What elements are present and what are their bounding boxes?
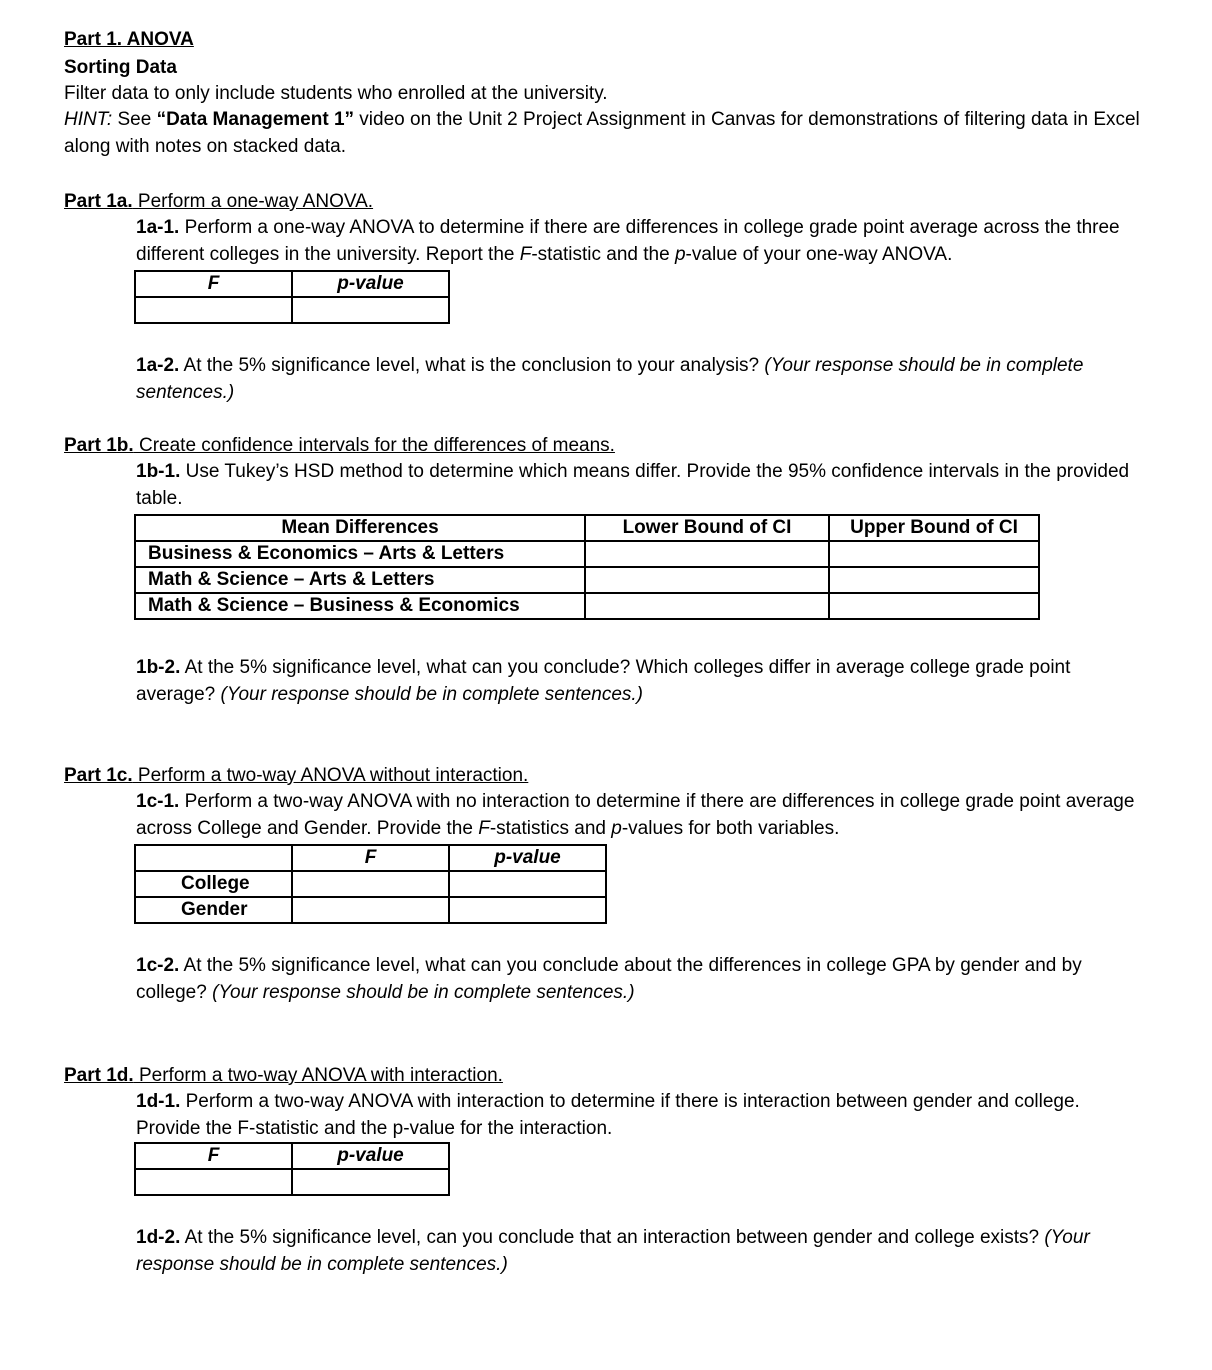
q1c1-f: F xyxy=(478,818,490,839)
table-1c-header-f: F xyxy=(292,845,449,871)
q1b2-italic: (Your response should be in complete sentences.) xyxy=(220,684,643,705)
q1a1-text-c: -value of your one-way ANOVA. xyxy=(685,244,953,265)
part1c-title: Perform a two-way ANOVA without interaction. xyxy=(132,765,529,786)
table-1b-cell-lower[interactable] xyxy=(585,567,829,593)
table-1c-row-label: College xyxy=(135,871,292,897)
hint-see: See xyxy=(112,109,157,130)
part1a-prefix: Part 1a. xyxy=(64,191,133,212)
q1a2-italic: (Your response should be in complete sentences.) xyxy=(136,355,1084,403)
table-1d-cell-f[interactable] xyxy=(135,1169,292,1195)
part1-title: Part 1. ANOVA xyxy=(64,29,194,50)
table-1b-row-label: Business & Economics – Arts & Letters xyxy=(135,541,585,567)
q1b2-label: 1b-2. xyxy=(136,657,181,678)
q1b1-label: 1b-1. xyxy=(136,461,181,482)
table-1a-header-f: F xyxy=(135,271,292,297)
part1a-heading xyxy=(64,188,373,215)
table-1a-cell-pvalue[interactable] xyxy=(292,297,449,323)
q1a1-f: F xyxy=(519,244,532,265)
table-1b-header-mean-diff: Mean Differences xyxy=(135,515,585,541)
table-1c-corner xyxy=(135,845,292,871)
filter-instruction: Filter data to only include students who enrolled at the university. xyxy=(64,83,608,104)
table-1d-header-pvalue: p-value xyxy=(292,1143,449,1169)
q1b1-text: Use Tukey’s HSD method to determine which means differ. Provide the 95% confidence intervals in the provided table. xyxy=(136,461,1130,509)
table-1b-cell-upper[interactable] xyxy=(829,567,1039,593)
table-1b xyxy=(134,514,1040,620)
table-1c-cell-pvalue[interactable] xyxy=(449,871,606,897)
question-1b-1 xyxy=(136,458,1146,512)
q1d1-text: Perform a two-way ANOVA with interaction to determine if there is interaction between gender and college. Provide the F-statistic and the p-value for the interaction. xyxy=(136,1091,1080,1139)
table-1d-cell-pvalue[interactable] xyxy=(292,1169,449,1195)
question-1d-2 xyxy=(136,1224,1146,1278)
part1c-prefix: Part 1c. xyxy=(64,765,133,786)
table-1c-cell-f[interactable] xyxy=(292,871,449,897)
part1a-title: Perform a one-way ANOVA. xyxy=(132,191,374,212)
table-1b-cell-upper[interactable] xyxy=(829,541,1039,567)
q1a2-label: 1a-2. xyxy=(136,355,180,376)
q1c2-italic: (Your response should be in complete sentences.) xyxy=(212,982,635,1003)
question-1d-1 xyxy=(136,1088,1146,1142)
table-1b-header-upper: Upper Bound of CI xyxy=(829,515,1039,541)
hint-label: HINT: xyxy=(64,109,113,130)
hint-video-name: “Data Management 1” xyxy=(156,109,355,130)
table-1c-cell-f[interactable] xyxy=(292,897,449,923)
table-1c-header-pvalue: p-value xyxy=(449,845,606,871)
part1b-heading xyxy=(64,432,615,459)
question-1a-2 xyxy=(136,352,1146,406)
q1c2-label: 1c-2. xyxy=(136,955,180,976)
sorting-title: Sorting Data xyxy=(64,57,177,78)
table-1d-header-f: F xyxy=(135,1143,292,1169)
table-1c xyxy=(134,844,607,924)
hint-paragraph xyxy=(64,106,1144,160)
part1d-title: Perform a two-way ANOVA with interaction. xyxy=(133,1065,503,1086)
question-1c-1 xyxy=(136,788,1146,842)
q1c1-text-c: -values for both variables. xyxy=(621,818,840,839)
q1d1-label: 1d-1. xyxy=(136,1091,181,1112)
table-1b-cell-lower[interactable] xyxy=(585,541,829,567)
part1d-prefix: Part 1d. xyxy=(64,1065,134,1086)
hint-rest: video on the Unit 2 Project Assignment in Canvas for demonstrations of filtering data in Excel along with notes on stacked data. xyxy=(64,109,1140,157)
part1c-heading xyxy=(64,762,528,789)
q1c1-p: p xyxy=(611,818,622,839)
q1d2-text: At the 5% significance level, can you conclude that an interaction between gender and college exists? xyxy=(180,1227,1045,1248)
part1b-title: Create confidence intervals for the differences of means. xyxy=(133,435,615,456)
q1c1-text-b: -statistics and xyxy=(489,818,612,839)
question-1b-2 xyxy=(136,654,1146,708)
table-1a-cell-f[interactable] xyxy=(135,297,292,323)
q1b2-text: At the 5% significance level, what can you conclude? Which colleges differ in average college grade point average? xyxy=(136,657,1071,705)
table-1b-cell-lower[interactable] xyxy=(585,593,829,619)
question-1c-2 xyxy=(136,952,1146,1006)
table-1a-header-pvalue: p-value xyxy=(292,271,449,297)
q1a1-text-b: -statistic and the xyxy=(531,244,675,265)
question-1a-1 xyxy=(136,214,1146,268)
part1d-heading xyxy=(64,1062,503,1089)
q1a2-text: At the 5% significance level, what is the conclusion to your analysis? xyxy=(179,355,765,376)
q1a1-p: p xyxy=(674,244,686,265)
q1a1-text-a: Perform a one-way ANOVA to determine if there are differences in college grade point average across the three different colleges in the university. Report the xyxy=(136,217,1120,265)
table-1b-row-label: Math & Science – Business & Economics xyxy=(135,593,585,619)
q1c1-text-a: Perform a two-way ANOVA with no interaction to determine if there are differences in college grade point average across College and Gender. Provide the xyxy=(136,791,1135,839)
table-1a xyxy=(134,270,450,324)
table-1b-cell-upper[interactable] xyxy=(829,593,1039,619)
q1d2-label: 1d-2. xyxy=(136,1227,181,1248)
part1b-prefix: Part 1b. xyxy=(64,435,134,456)
table-1b-header-lower: Lower Bound of CI xyxy=(585,515,829,541)
table-1c-cell-pvalue[interactable] xyxy=(449,897,606,923)
q1d2-italic: (Your response should be in complete sentences.) xyxy=(136,1227,1090,1275)
q1c1-label: 1c-1. xyxy=(136,791,180,812)
table-1c-row-label: Gender xyxy=(135,897,292,923)
q1a1-label: 1a-1. xyxy=(136,217,180,238)
table-1d xyxy=(134,1142,450,1196)
q1c2-text: At the 5% significance level, what can you conclude about the differences in college GPA by gender and by college? xyxy=(136,955,1082,1003)
table-1b-row-label: Math & Science – Arts & Letters xyxy=(135,567,585,593)
